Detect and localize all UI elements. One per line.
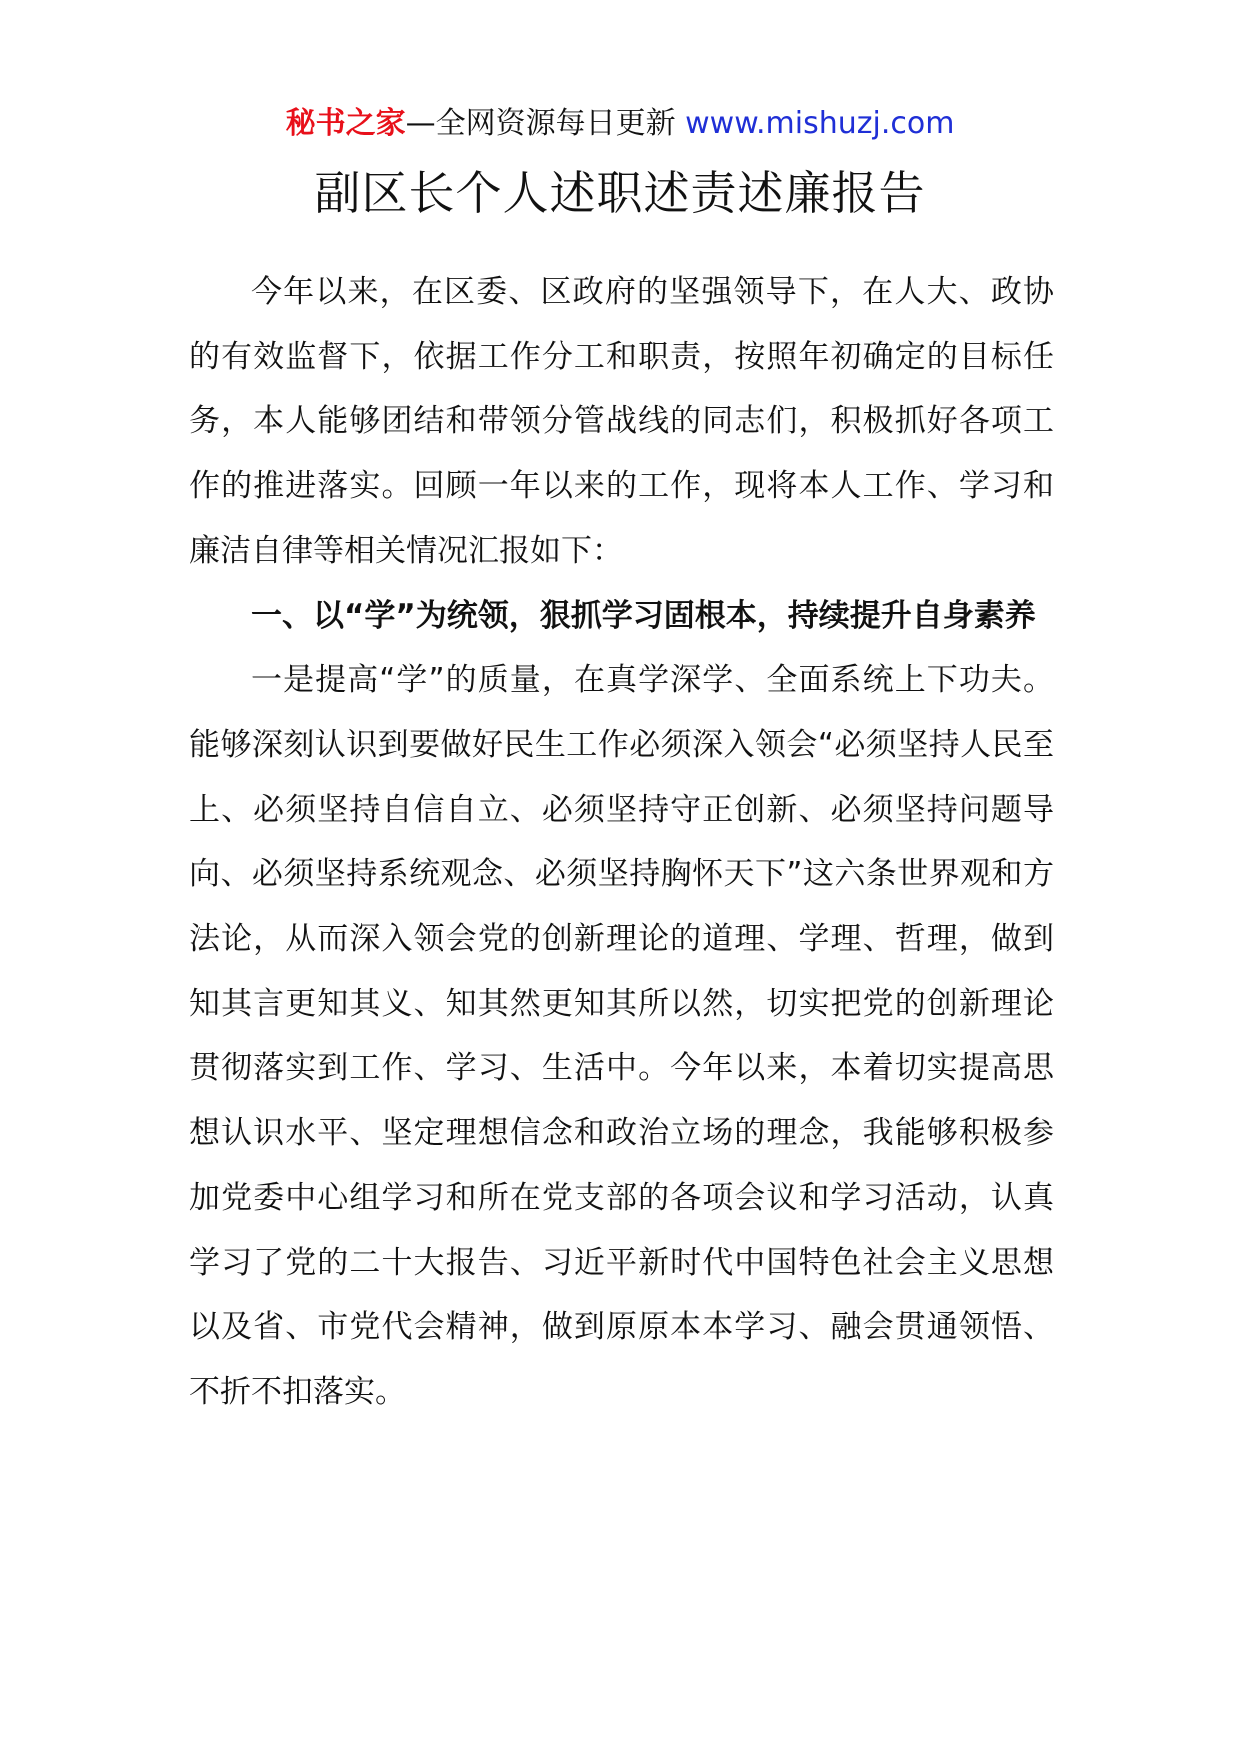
site-link[interactable]: www.mishuzj.com	[685, 106, 955, 141]
intro-paragraph: 今年以来，在区委、区政府的坚强领导下，在人大、政协的有效监督下，依据工作分工和职责，按照年初确定的目标任务，本人能够团结和带领分管战线的同志们，积极抓好各项工作的推进落实。回顾一年以来的工作，现将本人工作、学习和廉洁自律等相关情况汇报如下：	[189, 274, 1054, 569]
document-title: 副区长个人述职述责述廉报告	[314, 166, 926, 220]
section-heading: 一、以“学”为统领，狠抓学习固根本，持续提升自身素养	[251, 597, 1036, 634]
header-tagline: —全网资源每日更新	[405, 106, 686, 141]
site-header	[0, 102, 1240, 146]
brand-name: 秘书之家	[285, 106, 406, 141]
body-paragraph: 一是提高“学”的质量，在真学深学、全面系统上下功夫。能够深刻认识到要做好民生工作必须深入领会“必须坚持人民至上、必须坚持自信自立、必须坚持守正创新、必须坚持问题导向、必须坚持系统观念、必须坚持胸怀天下”这六条世界观和方法论，从而深入领会党的创新理论的道理、学理、哲理，做到知其言更知其义、知其然更知其所以然，切实把党的创新理论贯彻落实到工作、学习、生活中。今年以来，本着切实提高思想认识水平、坚定理想信念和政治立场的理念，我能够积极参加党委中心组学习和所在党支部的各项会议和学习活动，认真学习了党的二十大报告、习近平新时代中国特色社会主义思想以及省、市党代会精神，做到原原本本学习、融会贯通领悟、不折不扣落实。	[189, 662, 1054, 1410]
document-body	[189, 260, 1054, 1425]
